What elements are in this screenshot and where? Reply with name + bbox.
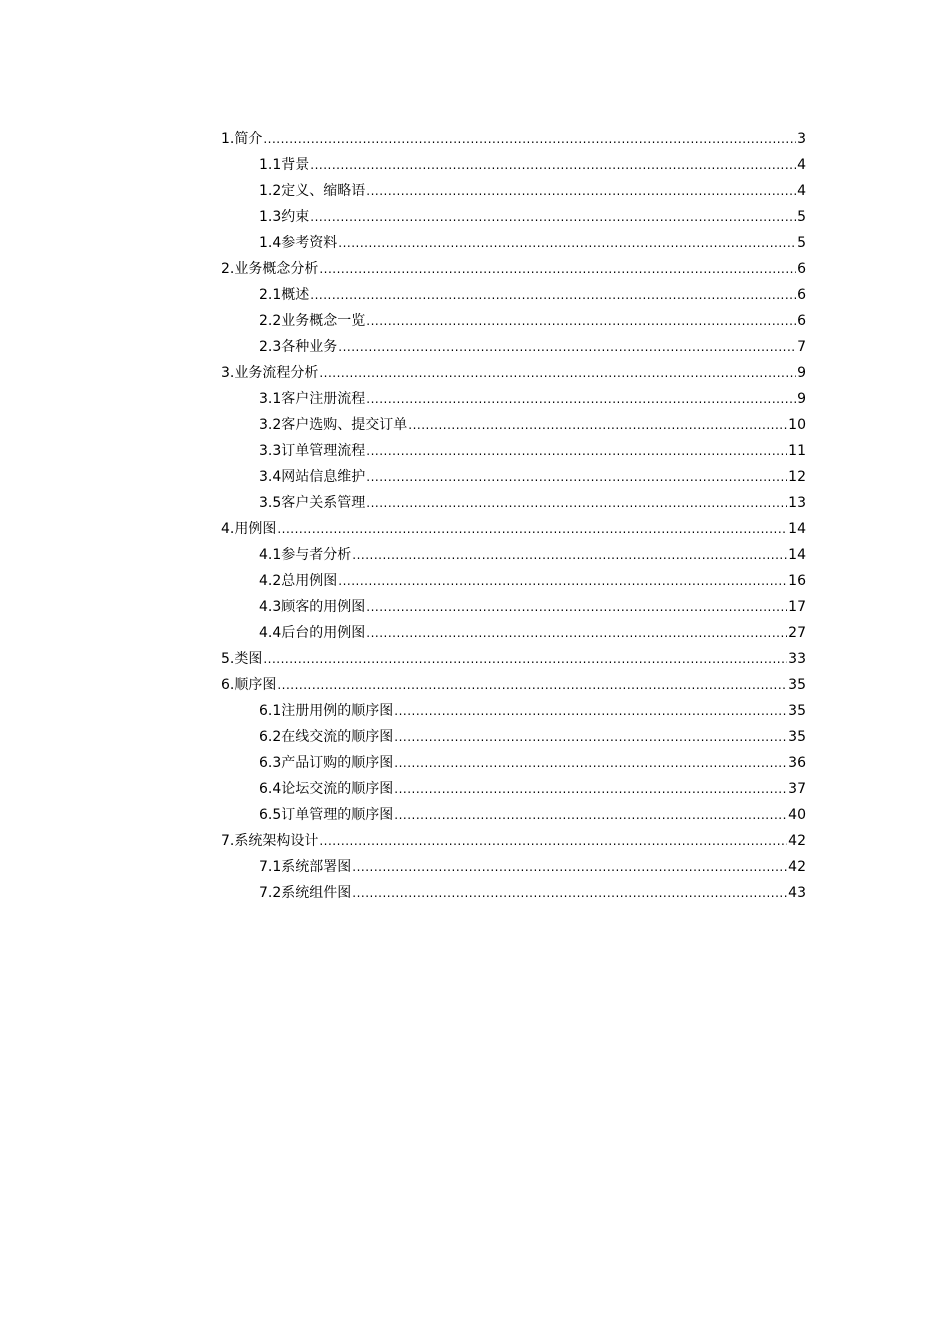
toc-entry-title: 参考资料	[281, 235, 338, 251]
toc-entry-title: 类图	[234, 651, 263, 667]
toc-dot-leader	[338, 568, 787, 594]
toc-entry-number: 6.2	[259, 729, 282, 745]
toc-entry-title: 用例图	[234, 521, 277, 537]
toc-entry-number: 3.4	[259, 469, 282, 485]
toc-entry-number: 4.4	[259, 625, 282, 641]
toc-dot-leader	[263, 126, 796, 152]
toc-entry-title: 总用例图	[281, 573, 338, 589]
toc-dot-leader	[366, 178, 796, 204]
toc-page-number: 37	[788, 781, 806, 797]
toc-page-number: 35	[788, 729, 806, 745]
toc-page-number: 9	[797, 391, 806, 407]
toc-page-number: 6	[797, 313, 806, 329]
toc-dot-leader	[366, 438, 787, 464]
toc-dot-leader	[394, 724, 787, 750]
toc-dot-leader	[338, 334, 796, 360]
toc-entry-title: 各种业务	[281, 339, 338, 355]
toc-page-number: 36	[788, 755, 806, 771]
toc-entry-number: 6.3	[259, 755, 282, 771]
toc-dot-leader	[310, 204, 796, 230]
toc-section-entry[interactable]	[221, 828, 806, 854]
toc-subsection-entry[interactable]	[221, 568, 806, 594]
toc-entry-title: 简介	[234, 131, 263, 147]
toc-entry-title: 顺序图	[234, 677, 277, 693]
toc-entry-number: 3.1	[259, 391, 282, 407]
toc-dot-leader	[394, 776, 787, 802]
toc-entry-number: 1.4	[259, 235, 282, 251]
toc-section-entry[interactable]	[221, 360, 806, 386]
toc-page-number: 5	[797, 235, 806, 251]
toc-entry-number: 2.1	[259, 287, 282, 303]
toc-page-number: 6	[797, 261, 806, 277]
toc-entry-number: 2.2	[259, 313, 282, 329]
toc-entry-number: 6.5	[259, 807, 282, 823]
toc-subsection-entry[interactable]	[221, 308, 806, 334]
toc-dot-leader	[394, 750, 787, 776]
toc-dot-leader	[263, 646, 787, 672]
toc-entry-title: 订单管理的顺序图	[281, 807, 394, 823]
toc-entry-title: 客户选购、提交订单	[281, 417, 408, 433]
toc-page-number: 4	[797, 183, 806, 199]
toc-dot-leader	[277, 672, 787, 698]
toc-page-number: 5	[797, 209, 806, 225]
toc-subsection-entry[interactable]	[221, 152, 806, 178]
toc-entry-title: 注册用例的顺序图	[281, 703, 394, 719]
toc-subsection-entry[interactable]	[221, 204, 806, 230]
toc-page-number: 14	[788, 547, 806, 563]
toc-dot-leader	[277, 516, 787, 542]
toc-entry-number: 2.3	[259, 339, 282, 355]
toc-dot-leader	[352, 854, 787, 880]
toc-page-number: 42	[788, 833, 806, 849]
toc-entry-title: 业务概念一览	[281, 313, 366, 329]
toc-section-entry[interactable]	[221, 126, 806, 152]
toc-entry-number: 1.	[221, 131, 235, 147]
toc-subsection-entry[interactable]	[221, 776, 806, 802]
toc-dot-leader	[366, 308, 796, 334]
toc-entry-number: 2.	[221, 261, 235, 277]
toc-entry-number: 4.2	[259, 573, 282, 589]
toc-page-number: 16	[788, 573, 806, 589]
toc-page-number: 14	[788, 521, 806, 537]
toc-page-number: 9	[797, 365, 806, 381]
toc-entry-number: 7.2	[259, 885, 282, 901]
toc-subsection-entry[interactable]	[221, 464, 806, 490]
toc-entry-title: 背景	[281, 157, 310, 173]
toc-dot-leader	[319, 256, 796, 282]
toc-page-number: 40	[788, 807, 806, 823]
toc-page-number: 43	[788, 885, 806, 901]
toc-entry-number: 6.4	[259, 781, 282, 797]
toc-entry-title: 客户关系管理	[281, 495, 366, 511]
toc-entry-title: 网站信息维护	[281, 469, 366, 485]
toc-page-number: 13	[788, 495, 806, 511]
toc-page-number: 4	[797, 157, 806, 173]
table-of-contents	[221, 126, 806, 906]
toc-page-number: 35	[788, 703, 806, 719]
toc-section-entry[interactable]	[221, 646, 806, 672]
toc-page-number: 3	[797, 131, 806, 147]
toc-entry-number: 6.1	[259, 703, 282, 719]
toc-entry-number: 1.2	[259, 183, 282, 199]
toc-subsection-entry[interactable]	[221, 438, 806, 464]
toc-dot-leader	[394, 802, 787, 828]
toc-dot-leader	[319, 828, 787, 854]
toc-page-number: 35	[788, 677, 806, 693]
toc-entry-number: 3.5	[259, 495, 282, 511]
toc-subsection-entry[interactable]	[221, 802, 806, 828]
toc-dot-leader	[319, 360, 796, 386]
toc-entry-number: 1.3	[259, 209, 282, 225]
toc-entry-title: 后台的用例图	[281, 625, 366, 641]
toc-dot-leader	[352, 542, 787, 568]
toc-entry-title: 业务流程分析	[234, 365, 319, 381]
toc-dot-leader	[338, 230, 796, 256]
toc-subsection-entry[interactable]	[221, 594, 806, 620]
toc-dot-leader	[366, 594, 787, 620]
toc-subsection-entry[interactable]	[221, 178, 806, 204]
toc-subsection-entry[interactable]	[221, 620, 806, 646]
toc-dot-leader	[366, 464, 787, 490]
toc-dot-leader	[408, 412, 787, 438]
toc-entry-title: 客户注册流程	[281, 391, 366, 407]
toc-subsection-entry[interactable]	[221, 386, 806, 412]
toc-subsection-entry[interactable]	[221, 230, 806, 256]
toc-section-entry[interactable]	[221, 256, 806, 282]
toc-subsection-entry[interactable]	[221, 334, 806, 360]
toc-entry-title: 业务概念分析	[234, 261, 319, 277]
toc-entry-number: 4.3	[259, 599, 282, 615]
toc-page-number: 6	[797, 287, 806, 303]
toc-entry-title: 约束	[281, 209, 310, 225]
toc-dot-leader	[310, 152, 796, 178]
toc-page-number: 33	[788, 651, 806, 667]
toc-entry-number: 4.	[221, 521, 235, 537]
toc-page-number: 7	[797, 339, 806, 355]
toc-entry-number: 5.	[221, 651, 235, 667]
toc-dot-leader	[310, 282, 796, 308]
toc-subsection-entry[interactable]	[221, 542, 806, 568]
toc-entry-number: 7.1	[259, 859, 282, 875]
toc-entry-number: 3.3	[259, 443, 282, 459]
toc-entry-title: 系统组件图	[281, 885, 352, 901]
toc-section-entry[interactable]	[221, 516, 806, 542]
toc-subsection-entry[interactable]	[221, 282, 806, 308]
toc-subsection-entry[interactable]	[221, 412, 806, 438]
toc-dot-leader	[394, 698, 787, 724]
toc-entry-title: 系统架构设计	[234, 833, 319, 849]
toc-page-number: 17	[788, 599, 806, 615]
toc-dot-leader	[366, 386, 796, 412]
toc-subsection-entry[interactable]	[221, 880, 806, 906]
toc-entry-number: 3.2	[259, 417, 282, 433]
toc-subsection-entry[interactable]	[221, 698, 806, 724]
toc-entry-title: 订单管理流程	[281, 443, 366, 459]
toc-page-number: 42	[788, 859, 806, 875]
toc-entry-title: 论坛交流的顺序图	[281, 781, 394, 797]
toc-entry-title: 产品订购的顺序图	[281, 755, 394, 771]
toc-entry-title: 定义、缩略语	[281, 183, 366, 199]
toc-section-entry[interactable]	[221, 672, 806, 698]
toc-entry-number: 4.1	[259, 547, 282, 563]
toc-page-number: 27	[788, 625, 806, 641]
toc-entry-title: 系统部署图	[281, 859, 352, 875]
toc-subsection-entry[interactable]	[221, 854, 806, 880]
toc-dot-leader	[366, 490, 787, 516]
toc-entry-title: 参与者分析	[281, 547, 352, 563]
toc-subsection-entry[interactable]	[221, 724, 806, 750]
toc-subsection-entry[interactable]	[221, 490, 806, 516]
toc-entry-title: 顾客的用例图	[281, 599, 366, 615]
toc-entry-number: 3.	[221, 365, 235, 381]
toc-subsection-entry[interactable]	[221, 750, 806, 776]
toc-dot-leader	[352, 880, 787, 906]
toc-dot-leader	[366, 620, 787, 646]
toc-page-number: 10	[788, 417, 806, 433]
toc-entry-number: 6.	[221, 677, 235, 693]
toc-page-number: 11	[788, 443, 806, 459]
toc-entry-title: 在线交流的顺序图	[281, 729, 394, 745]
toc-entry-number: 7.	[221, 833, 235, 849]
toc-entry-title: 概述	[281, 287, 310, 303]
toc-entry-number: 1.1	[259, 157, 282, 173]
toc-page-number: 12	[788, 469, 806, 485]
